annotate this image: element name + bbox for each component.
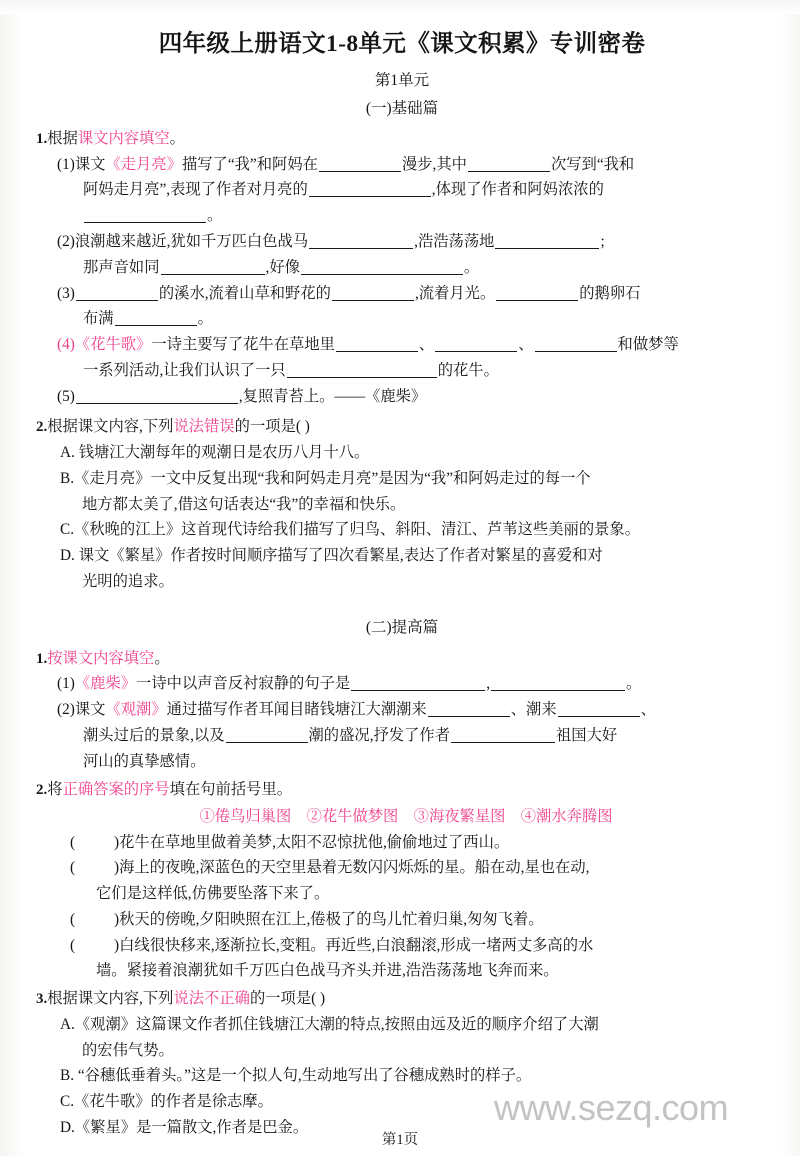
blank-field[interactable] [535, 337, 617, 352]
blank-field[interactable] [332, 286, 414, 301]
item-1-2-text-e: ,好像 [265, 258, 300, 276]
unit-label: 第1单元 [374, 72, 430, 89]
adv-question-3-option-a-cont: 的宏伟气势。 [82, 1041, 174, 1059]
adv-item-1-1-title-accent: 《鹿柴》 [74, 675, 137, 693]
section-heading-basic: (一)基础篇 [365, 100, 439, 117]
blank-field[interactable] [558, 702, 640, 717]
adv-question-1-stem [34, 647, 770, 672]
adv-item-1-2-text-c: 、潮来 [510, 701, 557, 719]
adv-item-1-2-line-3: 河山的真挚感情。 [83, 752, 206, 770]
adv-question-3-option-c[interactable]: C.《花牛歌》的作者是徐志摩。 [60, 1093, 273, 1111]
blank-field[interactable] [76, 286, 158, 301]
question-1-stem [34, 127, 770, 152]
bracket-item-4 [34, 934, 770, 959]
question-2-stem [34, 415, 770, 440]
blank-field[interactable] [226, 728, 308, 743]
question-2-option-b-cont: 地方都太美了,借这句话表达“我”的幸福和快乐。 [82, 495, 406, 513]
item-1-3-line-1 [34, 282, 770, 307]
question-2-option-b[interactable]: B.《走月亮》一文中反复出现“我和阿妈走月亮”是因为“我”和阿妈走过的每一个 [60, 469, 591, 487]
blank-field[interactable] [309, 182, 431, 197]
item-1-2-text-a: 浪潮越来越近,犹如千万匹白色战马 [74, 232, 309, 250]
item-1-4-text-c: 、 [518, 336, 534, 354]
adv-item-1-1-text-c: 。 [626, 675, 642, 693]
adv-item-1-2-line-1 [34, 698, 770, 723]
page-title: 四年级上册语文1-8单元《课文积累》专训密卷 [158, 31, 646, 57]
item-1-2-text-b: ,浩浩荡荡地 [414, 232, 495, 250]
item-1-5-text-a: ,复照青苔上。——《鹿柴》 [238, 387, 427, 405]
item-1-4-line-2 [34, 359, 770, 384]
item-1-1-text-d: 次写到“我和 [550, 155, 635, 173]
adv-item-1-2-text-f: 潮的盛况,抒发了作者 [308, 726, 450, 744]
item-1-3-label: (3) [57, 284, 75, 302]
blank-field[interactable] [336, 337, 418, 352]
item-1-4-label: (4) [57, 336, 75, 354]
adv-question-3-option-b[interactable]: B. “谷穗低垂着头。”这是一个拟人句,生动地写出了谷穗成熟时的样子。 [60, 1067, 532, 1085]
adv-question-3-stem-after: 的一项是( ) [249, 990, 326, 1008]
blank-field[interactable] [435, 337, 517, 352]
item-1-3-line-2 [34, 307, 770, 332]
blank-field[interactable] [309, 234, 413, 249]
blank-field[interactable] [115, 311, 197, 326]
adv-question-2-stem-after: 填在句前括号里。 [169, 781, 293, 799]
bracket-answer-box[interactable]: ( [70, 833, 76, 851]
bracket-answer-box[interactable]: ( [70, 859, 76, 877]
bracket-item-4-cont: 墙。紧接着浪潮犹如千万匹白色战马齐头并进,浩浩荡荡地飞奔而来。 [96, 962, 559, 980]
blank-field[interactable] [351, 676, 485, 691]
item-1-2-line-2 [34, 256, 770, 281]
bracket-item-1 [34, 831, 770, 856]
blank-field[interactable] [287, 363, 437, 378]
adv-item-1-1-label: (1) [57, 675, 75, 693]
bracket-answer-box[interactable]: ( [70, 910, 76, 928]
adv-item-1-1-text-b: , [486, 675, 491, 693]
question-1-stem-accent: 课文内容填空 [77, 130, 170, 147]
blank-field[interactable] [495, 234, 599, 249]
item-1-5-line-1 [34, 385, 770, 410]
question-2-stem-before: 根据课文内容,下列 [47, 418, 174, 436]
adv-question-1-stem-accent: 按课文内容填空 [47, 649, 155, 667]
blank-field[interactable] [496, 286, 578, 301]
item-1-4-text-e: 一系列活动,让我们认识了一只 [83, 361, 286, 379]
adv-question-1-number: 1. [36, 650, 48, 667]
item-1-4-line-1 [34, 333, 770, 358]
question-2-option-a[interactable]: A. 钱塘江大潮每年的观潮日是农历八月十八。 [60, 444, 370, 462]
adv-item-1-2-line-2 [34, 724, 770, 749]
item-1-3-text-e: 。 [197, 310, 213, 328]
adv-item-1-1-line-1 [34, 672, 770, 697]
item-1-1-line-2 [34, 178, 770, 203]
item-1-1-text-g: 。 [207, 207, 223, 225]
item-1-1-line-1 [34, 153, 770, 178]
adv-question-2-stem-before: 将 [47, 781, 63, 799]
adv-question-2-number: 2. [36, 782, 48, 799]
question-2-stem-after: 的一项是( ) [234, 418, 310, 436]
item-1-1-label: (1) [57, 155, 75, 173]
question-2-number: 2. [36, 419, 48, 436]
item-1-2-text-f: 。 [463, 258, 480, 276]
adv-item-1-2-text-d: 、 [640, 701, 656, 719]
question-1-stem-before: 根据 [47, 130, 78, 147]
bracket-item-3-text: )秋天的傍晚,夕阳映照在江上,倦极了的鸟儿忙着归巢,匆匆飞着。 [114, 910, 544, 928]
question-2-option-d-cont: 光明的追求。 [82, 572, 174, 590]
bracket-item-3 [34, 908, 770, 933]
item-1-1-text-f: ,体现了作者和阿妈浓浓的 [431, 181, 604, 199]
question-2-stem-accent: 说法错误 [173, 418, 235, 436]
item-1-2-text-d: 那声音如同 [83, 258, 160, 276]
bracket-item-2-text: )海上的夜晚,深蓝色的天空里悬着无数闪闪烁烁的星。船在动,星也在动, [114, 859, 590, 877]
adv-item-1-2-text-g: 祖国大好 [556, 726, 618, 744]
adv-item-1-2-label: (2) [57, 701, 75, 719]
adv-question-3-stem [34, 987, 770, 1012]
question-1-stem-after: 。 [169, 130, 185, 147]
item-1-3-text-d: 布满 [83, 310, 114, 328]
adv-question-3-option-a[interactable]: A.《观潮》这篇课文作者抓住钱塘江大潮的特点,按照由远及近的顺序介绍了大潮 [60, 1015, 599, 1033]
item-1-1-text-e: 阿妈走月亮”,表现了作者对月亮的 [83, 181, 308, 199]
item-1-3-text-a: 的溪水,流着山草和野花的 [158, 284, 331, 302]
blank-field[interactable] [319, 157, 401, 172]
adv-question-2-choices: ①倦鸟归巢图 ②花牛做梦图 ③海夜繁星图 ④潮水奔腾图 [199, 808, 613, 826]
item-1-4-text-f: 的花牛。 [437, 361, 499, 379]
adv-item-1-1-text-a: 一诗中以声音反衬寂静的句子是 [136, 675, 351, 693]
bracket-answer-box[interactable]: ( [70, 936, 76, 954]
item-1-4-title-accent: 《花牛歌》 [74, 336, 152, 354]
adv-question-3-stem-before: 根据课文内容,下列 [47, 990, 174, 1008]
adv-question-2-stem [34, 778, 770, 803]
page-number-footer: 第1页 [381, 1132, 419, 1148]
adv-item-1-2-text-e: 潮头过后的景象,以及 [83, 726, 225, 744]
adv-item-1-2-text-b: 通过描写作者耳闻目睹钱塘江大潮潮来 [166, 701, 427, 719]
blank-field[interactable] [84, 208, 206, 223]
adv-question-3-stem-accent: 说法不正确 [173, 990, 250, 1008]
blank-field[interactable] [451, 728, 555, 743]
bracket-item-2-cont: 它们是这样低,仿佛要坠落下来了。 [96, 885, 330, 903]
question-2-option-d[interactable]: D. 课文《繁星》作者按时间顺序描写了四次看繁星,表达了作者对繁星的喜爱和对 [60, 547, 603, 565]
adv-item-1-2-text-a: 课文 [74, 701, 106, 719]
item-1-1-title-accent: 《走月亮》 [105, 155, 182, 173]
adv-question-2-stem-accent: 正确答案的序号 [62, 781, 170, 799]
site-watermark: www.sezq.com [494, 1087, 729, 1128]
item-1-1-text-c: 漫步,其中 [401, 155, 467, 173]
bracket-item-4-text: )白线很快移来,逐渐拉长,变粗。再近些,白浪翻滚,形成一堵两丈多高的水 [114, 936, 594, 954]
item-1-2-label: (2) [57, 232, 75, 250]
item-1-4-text-a: 一诗主要写了花牛在草地里 [151, 336, 335, 354]
item-1-2-line-1 [34, 230, 770, 255]
bracket-item-1-text: )花牛在草地里做着美梦,太阳不忍惊扰他,偷偷地过了西山。 [114, 833, 510, 851]
item-1-1-text-a: 课文 [74, 155, 106, 173]
adv-question-3-option-d[interactable]: D.《繁星》是一篇散文,作者是巴金。 [60, 1118, 309, 1136]
adv-question-3-number: 3. [36, 991, 48, 1008]
blank-field[interactable] [468, 157, 550, 172]
adv-item-1-2-title-accent: 《观潮》 [105, 701, 167, 719]
blank-field[interactable] [428, 702, 510, 717]
item-1-4-text-b: 、 [418, 336, 435, 354]
blank-field[interactable] [161, 260, 265, 275]
blank-field[interactable] [76, 389, 238, 404]
item-1-3-text-b: ,流着月光。 [414, 284, 496, 302]
blank-field[interactable] [301, 260, 463, 275]
item-1-3-text-c: 的鹅卵石 [579, 284, 641, 302]
question-1-number: 1. [36, 131, 48, 147]
item-1-4-text-d: 和做梦等 [617, 336, 679, 354]
item-1-1-text-b: 描写了“我”和阿妈在 [181, 155, 318, 173]
adv-question-1-stem-after: 。 [154, 649, 170, 667]
blank-field[interactable] [491, 676, 625, 691]
item-1-5-label: (5) [57, 387, 75, 405]
item-1-2-text-c: ; [600, 232, 605, 250]
item-1-1-line-3 [34, 204, 770, 229]
bracket-item-2 [34, 856, 770, 881]
section-heading-advanced: (二)提高篇 [365, 618, 439, 636]
question-2-option-c[interactable]: C.《秋晚的江上》这首现代诗给我们描写了归鸟、斜阳、清江、芦苇这些美丽的景象。 [60, 521, 641, 539]
